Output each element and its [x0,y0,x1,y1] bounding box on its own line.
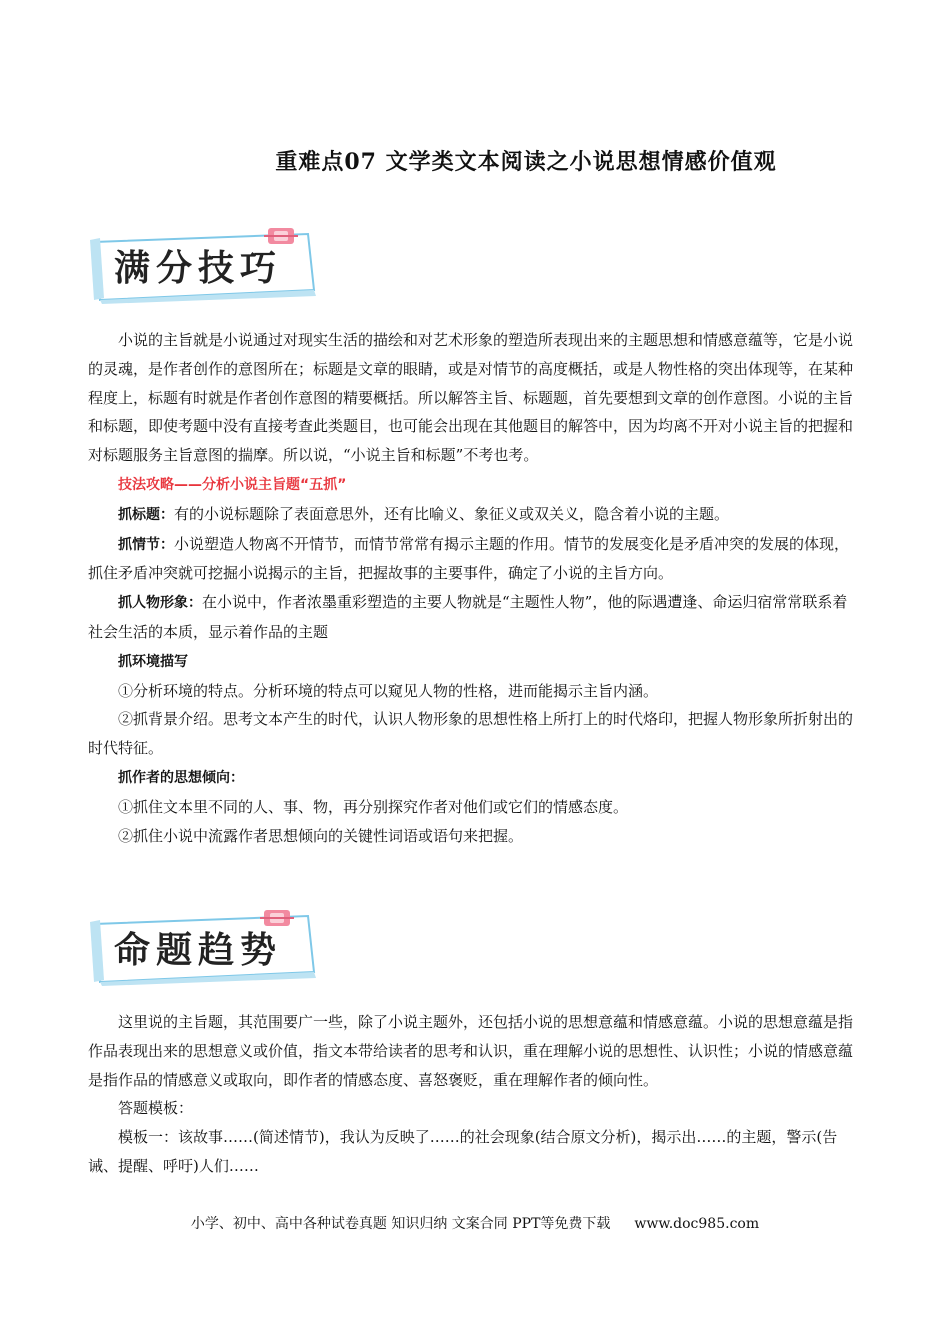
template-heading: 答题模板： [118,1099,194,1118]
footer-text: 小学、初中、高中各种试卷真题 知识归纳 文案合同 PPT等免费下载 [190,1216,611,1232]
grab-character-text: 在小说中，作者浓墨重彩塑造的主要人物就是“主题性人物”，他的际遇遭逢、命运归宿常常联系着社会生活的本质，显示着作品的主题 [88,593,848,641]
grab-title-label: 抓标题： [118,506,174,523]
grab-env-label: 抓环境描写 [118,653,188,670]
trends-intro: 这里说的主旨题，其范围要广一些，除了小说主题外，还包括小说的思想意蕴和情感意蕴。小说的思想意蕴是指作品表现出来的思想意义或价值，指文本带给读者的思考和认识，重在理解小说的思想性、认识性；小说的情感意蕴是指作品的情感意义或取向，即作者的情感态度、喜怒褒贬，重在理解作者的倾向性。 [88,1013,854,1089]
env-item-2: ②抓背景介绍。思考文本产生的时代，认识人物形象的思想性格上所打上的时代烙印，把握人物形象所折射出的时代特征。 [88,710,854,758]
skills-intro: 小说的主旨就是小说通过对现实生活的描绘和对艺术形象的塑造所表现出来的主题思想和情感意蕴等，它是小说的灵魂，是作者创作的意图所在；标题是文章的眼睛，或是对情节的高度概括，或是人物性格的突出体现等，在某种程度上，标题有时就是作者创作意图的精要概括。所以解答主旨、标题题，首先要想到文章的创作意图。小说的主旨和标题，即使考题中没有直接考查此类题目，也可能会出现在其他题目的解答中，因为均离不开对小说主旨的把握和对标题服务主旨意图的揣摩。所以说，“小说主旨和标题”不考也考。 [88,331,854,465]
env-item-1: ①分析环境的特点。分析环境的特点可以窥见人物的性格，进而能揭示主旨内涵。 [118,681,659,700]
section-banner-trends [88,910,320,982]
grab-character-label: 抓人物形象： [118,595,202,612]
grab-plot-text: 小说塑造人物离不开情节，而情节常常有揭示主题的作用。情节的发展变化是矛盾冲突的发展的体现，抓住矛盾冲突就可挖掘小说揭示的主旨，把握故事的主要事件，确定了小说的主旨方向。 [88,534,850,583]
author-item-1: ①抓住文本里不同的人、事、物，再分别探究作者对他们或它们的情感态度。 [118,797,629,816]
grab-plot-label: 抓情节： [118,536,174,553]
banner-title: 命题趋势 [114,930,283,971]
strategy-heading: 技法攻略——分析小说主旨题“五抓” [118,476,347,493]
template-1: 模板一：该故事……(简述情节)，我认为反映了……的社会现象(结合原文分析)，揭示出……的主题，警示(告诫、提醒、呼吁)人们…… [88,1128,838,1175]
author-item-2: ②抓住小说中流露作者思想倾向的关键性词语或语句来把握。 [118,826,524,845]
section-banner-skills [88,228,320,300]
grab-author-label: 抓作者的思想倾向： [118,769,244,786]
skills-section [88,326,858,850]
page-footer [0,1213,950,1233]
grab-title-text: 有的小说标题除了表面意思外，还有比喻义、象征义或双关义，隐含着小说的主题。 [174,504,730,523]
page-title: 重难点07 文学类文本阅读之小说思想情感价值观 [275,149,777,175]
footer-url[interactable]: www.doc985.com [634,1216,760,1232]
trends-section [88,1008,858,1181]
banner-title: 满分技巧 [114,248,283,289]
